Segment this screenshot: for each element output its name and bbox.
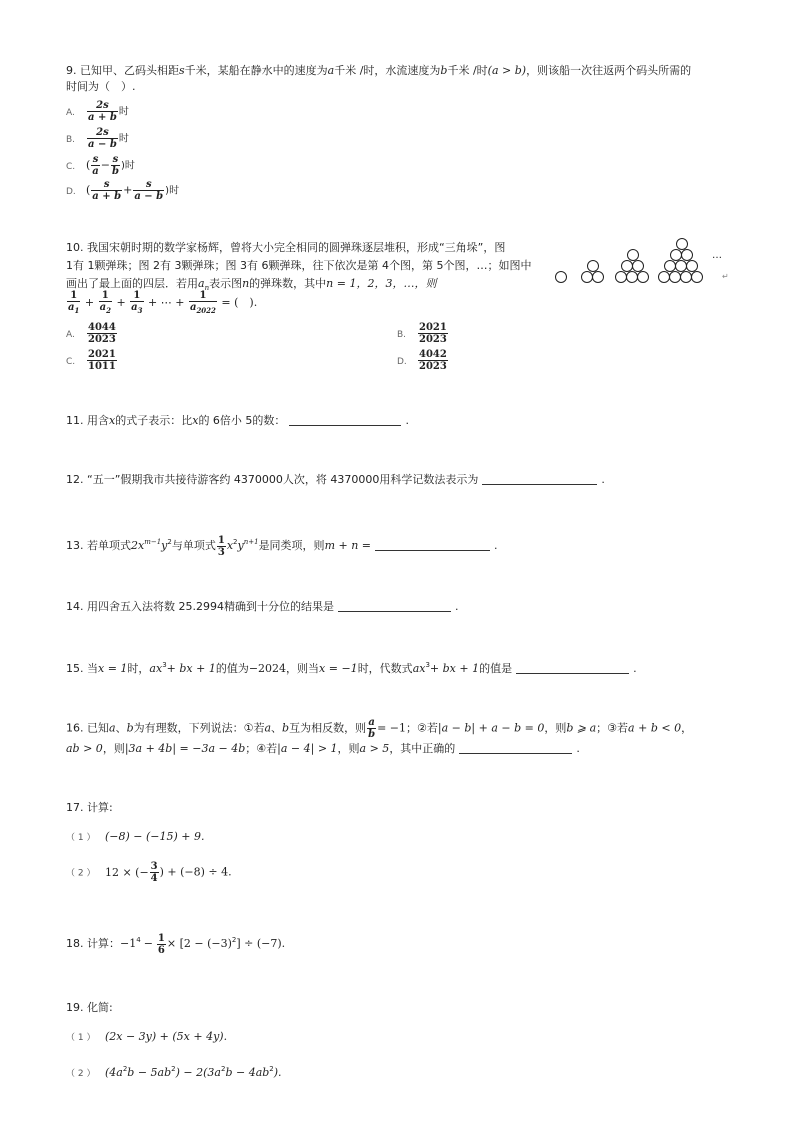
marble (622, 261, 633, 272)
expression: |a − 4| > 1 (277, 742, 338, 755)
marble (682, 250, 693, 261)
numerator: 1 (199, 290, 207, 301)
q17-part-2 (66, 861, 232, 884)
expression: (2x − 3y) + (5x + 4y). (104, 1030, 228, 1043)
q18-text: 18. 计算： (66, 937, 120, 950)
subscript: 2 (106, 306, 111, 315)
marble (633, 261, 644, 272)
expression: ] ÷ (−7). (236, 937, 286, 950)
equation: = −1 (377, 721, 407, 735)
condition: x = 1 (98, 662, 128, 675)
numerator: 2021 (88, 349, 116, 360)
period: . (633, 662, 637, 675)
denominator: a + b (92, 191, 122, 202)
question-15 (66, 657, 637, 677)
expression: ) − 2(3a (175, 1066, 221, 1079)
marble (676, 261, 687, 272)
marble (588, 261, 599, 272)
expression: ) + (−8) ÷ 4. (159, 865, 232, 879)
answer-blank[interactable] (482, 472, 597, 485)
value: −2024 (248, 662, 287, 675)
fraction (99, 290, 112, 316)
question-16 (66, 717, 692, 740)
q16-text-b: 、 (271, 721, 283, 735)
denominator: 2023 (419, 334, 447, 345)
answer-blank[interactable] (516, 661, 629, 674)
var-b: b (282, 721, 290, 735)
denominator: 2023 (88, 334, 116, 345)
question-11 (66, 413, 409, 429)
denominator: b (368, 729, 376, 740)
unit: 时 (118, 133, 129, 145)
q10-text: 画出了最上面的四层．若用 (66, 277, 198, 290)
numerator: 2s (96, 100, 109, 111)
expression: b − 5ab (127, 1066, 172, 1079)
exponent: 4 (136, 936, 141, 944)
expression: ). (273, 1066, 282, 1079)
expression: (4a (104, 1066, 123, 1079)
q16-text-f: ，则 (544, 721, 567, 735)
exponent: 2 (220, 1065, 226, 1073)
q10-option-b[interactable] (397, 322, 449, 345)
var-a: a (131, 302, 138, 313)
denominator: 1011 (88, 361, 116, 372)
q16-text-b: 、 (115, 721, 127, 735)
marble (628, 250, 639, 261)
exponent: 2 (171, 1065, 176, 1073)
answer-blank[interactable] (289, 413, 401, 426)
q10-text-b: 表示图 (209, 277, 243, 290)
marble (616, 272, 627, 283)
question-14 (66, 599, 458, 615)
question-12 (66, 472, 605, 488)
q13-text-c: 是同类项，则 (258, 539, 325, 552)
exponent: 2 (269, 1065, 274, 1073)
var-a: a (68, 302, 75, 313)
q9-option-c[interactable] (66, 154, 135, 177)
q15-text-e: 时，代数式 (357, 662, 413, 675)
operator: − (143, 937, 153, 950)
fraction (67, 290, 80, 316)
q10-option-c[interactable] (66, 349, 118, 372)
numerator: 1 (217, 534, 225, 546)
paren: ( (86, 183, 91, 197)
expression: (−8) − (−15) + 9. (104, 830, 205, 843)
unit: )时 (121, 160, 135, 172)
operator: − (100, 158, 110, 172)
q19-part-2 (66, 1061, 282, 1082)
fraction (91, 179, 122, 202)
numerator: 4044 (88, 322, 116, 333)
subscript: 1 (74, 306, 80, 315)
q13-text-b: 与单项式 (171, 539, 216, 552)
denominator: 2023 (419, 361, 447, 372)
q15-text-f: 的值是 (479, 662, 513, 675)
fraction (133, 179, 164, 202)
var-a: a (189, 302, 197, 313)
question-9-line2: 时间为（ ）. (66, 80, 136, 93)
subscript: 2022 (196, 306, 216, 315)
var-x: x (192, 414, 199, 427)
marble (593, 272, 604, 283)
fraction (217, 535, 226, 558)
q10-tail: = ( ). (221, 296, 258, 309)
var-b: b (126, 721, 134, 735)
expression: b ⩾ a (566, 721, 597, 735)
q16-text-k: ，则 (337, 742, 360, 755)
fraction (418, 349, 448, 372)
unit: )时 (165, 185, 180, 197)
q9-text-e: ，则该船一次往返两个码头所需的 (526, 64, 692, 77)
q10-condition: n = 1，2，3，…，则 (326, 277, 437, 290)
fraction (111, 154, 120, 177)
option-label: C. (66, 356, 76, 367)
expression: a + b < 0 (628, 721, 682, 735)
question-10: 10. 我国宋朝时期的数学家杨辉，曾将大小完全相同的圆弹珠逐层堆积，形成“三角垛”，图 (66, 241, 506, 254)
expression: b − 4ab (225, 1066, 270, 1079)
operator: + (116, 296, 126, 309)
fraction (87, 127, 118, 150)
option-label: D. (397, 356, 407, 367)
q16-text-h: ， (681, 721, 693, 735)
exponent: 2 (122, 1065, 128, 1073)
numerator: s (92, 154, 99, 165)
answer-blank[interactable] (338, 599, 451, 612)
operator: + (84, 296, 95, 309)
polynomial-tail: + bx + 1 (429, 662, 480, 675)
expression: a > 5 (359, 742, 390, 755)
q10-text-c: 的弹珠数，其中 (249, 277, 327, 290)
var-s: s (179, 64, 185, 77)
condition: x = −1 (319, 662, 358, 675)
denominator: 3 (217, 546, 225, 558)
denominator: 4 (150, 873, 158, 884)
q17-part-1 (66, 829, 204, 846)
marble (582, 272, 593, 283)
var-x: x (109, 414, 116, 427)
unit: 时 (118, 106, 129, 118)
expression: ab > 0 (66, 742, 103, 755)
question-13 (66, 534, 498, 558)
q13-expr: m + n = (324, 539, 372, 552)
expression: |3a + 4b| = −3a − 4b (124, 742, 246, 755)
q15-text: 15. 当 (66, 662, 98, 675)
q9-text-d: 千米 /时 (447, 64, 488, 77)
q13-text: 13. 若单项式 (66, 539, 131, 552)
q9-text-c: 千米 /时，水流速度为 (334, 64, 441, 77)
q9-condition: (a > b) (487, 64, 527, 77)
exponent: 2 (231, 936, 237, 944)
q14-text: 14. 用四舍五入法将数 25.2994精确到十分位的结果是 (66, 600, 334, 613)
q11-text-c: 的 6倍小 5的数： (198, 414, 286, 427)
paren: ( (86, 158, 91, 172)
var-n: n (242, 277, 250, 290)
q10-option-d[interactable] (397, 349, 449, 372)
figure-ellipsis: … (712, 250, 722, 261)
numerator: a (368, 717, 375, 728)
q16-text-g: ；③若 (596, 721, 629, 735)
option-label: B. (66, 134, 76, 145)
monomial: 2x (131, 539, 145, 552)
ellipsis: + ⋯ + (148, 296, 185, 309)
q19-part-1 (66, 1029, 227, 1046)
fraction (418, 322, 448, 345)
marble-stack-figure (552, 236, 732, 288)
q12-text: 12. “五一”假期我市共接待游客约 4370000人次，将 4370000用科学记数法表示为 (66, 473, 479, 486)
q15-text-b: 时， (127, 662, 150, 675)
fraction (367, 717, 376, 740)
exponent: m−1 (144, 538, 162, 546)
expression: 12 × (− (104, 865, 149, 879)
q9-option-a[interactable] (66, 100, 129, 123)
marble (677, 239, 688, 250)
part-number: （ 2 ） (66, 1069, 96, 1079)
polynomial-tail: + bx + 1 (166, 662, 216, 675)
fraction (87, 100, 118, 123)
numerator: 1 (101, 290, 109, 301)
q9-option-d[interactable] (66, 179, 179, 202)
marble (638, 272, 649, 283)
marble (627, 272, 638, 283)
part-number: （ 1 ） (66, 833, 96, 843)
option-label: A. (66, 329, 75, 340)
denominator: a (92, 166, 99, 177)
marble (671, 250, 682, 261)
q16-text: 16. 已知 (66, 721, 109, 735)
marble (692, 272, 703, 283)
var-y: y (237, 539, 244, 552)
exponent: n+1 (243, 538, 259, 546)
denominator: b (112, 166, 119, 177)
exponent: 2 (167, 538, 172, 546)
question-10-sum (66, 290, 257, 316)
marble (681, 272, 692, 283)
question-19: 19. 化简: (66, 1001, 113, 1014)
q16-text-i: ，则 (102, 742, 125, 755)
numerator: 2021 (419, 322, 447, 333)
expression: −1 (120, 937, 137, 950)
expression: × [2 − (−3) (166, 937, 232, 950)
marble (556, 272, 567, 283)
marble (687, 261, 698, 272)
period: . (576, 742, 580, 755)
q16-text-e: ；②若 (406, 721, 438, 735)
question-17: 17. 计算: (66, 801, 113, 814)
q15-text-c: 的值为 (215, 662, 249, 675)
fraction (157, 933, 166, 956)
q16-text-d: 互为相反数，则 (289, 721, 367, 735)
denominator: 6 (157, 944, 165, 956)
polynomial: ax (412, 662, 426, 675)
option-label: D. (66, 186, 76, 197)
q16-text-j: ；④若 (245, 742, 278, 755)
numerator: 3 (150, 861, 158, 872)
question-16-line2 (66, 741, 580, 757)
var-y: y (161, 539, 168, 552)
numerator: 1 (157, 932, 165, 944)
var-a: a (198, 277, 205, 290)
numerator: 1 (133, 290, 141, 301)
option-label: B. (397, 329, 407, 340)
var-a: a (264, 721, 272, 735)
var-x: x (226, 539, 234, 552)
marble (665, 261, 676, 272)
q16-text-l: ，其中正确的 (389, 742, 456, 755)
q10-option-a[interactable] (66, 322, 118, 345)
denominator: a + b (88, 112, 117, 123)
operator: + (123, 183, 133, 197)
q11-text: 11. 用含 (66, 414, 109, 427)
var-a: a (99, 302, 107, 313)
marble (670, 272, 681, 283)
numerator: s (112, 154, 119, 165)
answer-blank[interactable] (375, 538, 490, 551)
polynomial: ax (149, 662, 163, 675)
q16-text-c: 为有理数，下列说法：①若 (133, 721, 265, 735)
period: . (601, 473, 605, 486)
exponent: 2 (233, 538, 238, 546)
numerator: s (145, 179, 152, 190)
return-mark: ↵ (722, 272, 729, 281)
marble (659, 272, 670, 283)
subscript: 3 (137, 306, 143, 315)
fraction (91, 154, 99, 177)
question-10-line2: 1有 1颗弹珠；图 2有 3颗弹珠；图 3有 6颗弹珠，往下依次是第 4个图，第 5个图，…；如图中 (66, 259, 532, 272)
fraction (130, 290, 143, 316)
exponent: 3 (425, 661, 430, 669)
q9-text-b: 千米，某船在静水中的速度为 (184, 64, 328, 77)
q9-text: 9. 已知甲、乙码头相距 (66, 64, 179, 77)
var-a: a (327, 64, 335, 77)
fraction (87, 322, 117, 345)
answer-blank[interactable] (459, 741, 572, 754)
fraction (150, 861, 159, 884)
denominator: a − b (134, 191, 164, 202)
var-a: a (109, 721, 116, 735)
exponent: 3 (162, 661, 167, 669)
q11-text-b: 的式子表示：比 (115, 414, 193, 427)
question-18 (66, 932, 285, 956)
denominator: a − b (88, 139, 117, 150)
fraction (87, 349, 117, 372)
var-b: b (440, 64, 448, 77)
numerator: 1 (70, 290, 78, 301)
numerator: s (103, 179, 110, 190)
q9-option-b[interactable] (66, 127, 129, 150)
period: . (405, 414, 409, 427)
part-number: （ 1 ） (66, 1033, 96, 1043)
option-label: A. (66, 107, 75, 118)
numerator: 4042 (419, 349, 447, 360)
period: . (454, 600, 459, 613)
part-number: （ 2 ） (66, 868, 96, 879)
subscript: n (204, 284, 210, 292)
question-9 (66, 63, 691, 79)
expression: |a − b| + a − b = 0 (437, 721, 545, 735)
q15-text-d: ，则当 (286, 662, 320, 675)
period: . (494, 539, 498, 552)
fraction (189, 290, 217, 316)
numerator: 2s (96, 127, 109, 138)
option-label: C. (66, 161, 76, 172)
